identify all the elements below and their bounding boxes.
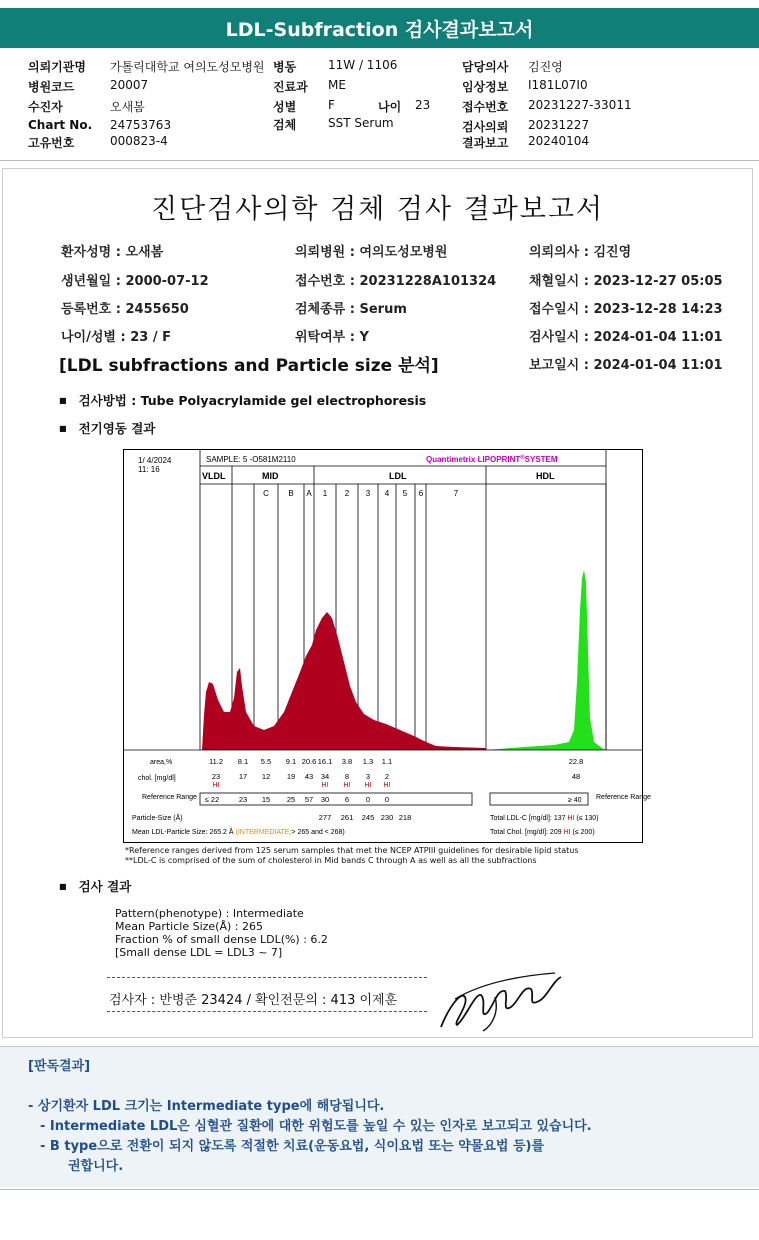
interpretation-line-3: - B type으로 전환이 되지 않도록 적절한 치료(운동요법, 식이요법 또는 약물요법 등)를 [40,1139,545,1154]
note-1: *Reference ranges derived from 125 serum samples that met the NCEP ATPIII guidelines for desirable lipid status [125,846,579,855]
band-label-7: 7 [453,489,459,498]
report-title: 진단검사의학 검체 검사 결과보고서 [151,194,604,225]
hi-flags [213,782,391,789]
chol-value-2: 12 [261,772,271,781]
hi-flag-1: HI [321,782,329,789]
chol-value-5: 34 [320,772,330,781]
particle-values [319,813,412,822]
interpretation-line-4: 권합니다. [68,1159,124,1174]
band-label-B: B [288,489,294,498]
reference-notes [125,846,579,866]
area-value-2: 5.5 [260,757,272,766]
group-vldl: VLDL [202,471,226,481]
area-value-8: 1.1 [381,757,393,766]
chart-time: 11: 16 [138,465,160,474]
sex-label: 성별 [273,100,297,114]
chol-row-label: chol. [mg/dl] [138,775,176,782]
ref-value-5: 30 [320,795,330,804]
request-info [0,50,759,161]
request-doctor: 의뢰의사 : 김진영 [529,245,632,260]
hi-flag-4: HI [383,782,391,789]
institution-label: 의뢰기관명 [28,60,86,74]
mean-particle: Mean LDL-Particle Size: 265.2 Å (INTERMEDIATE;> 265 and < 268) [132,829,345,836]
receipt-number: 접수번호 : 20231228A101324 [295,274,497,289]
receipt-value: 20231227-33011 [528,98,632,112]
particle-value-0: 277 [318,813,332,822]
specimen-value: SST Serum [328,116,394,130]
request-hospital: 의뢰병원 : 여의도성모병원 [295,245,448,260]
report-date-label: 결과보고 [462,136,509,150]
patient-label: 수진자 [28,100,63,114]
receipt-label: 접수번호 [462,100,509,114]
chart-no-value: 24753763 [110,118,172,132]
chol-value-3: 19 [286,772,296,781]
chol-value-9: 48 [571,772,581,781]
area-value-5: 16.1 [317,757,333,766]
area-value-9: 22.8 [568,757,584,766]
report-date-value: 20240104 [528,134,590,148]
ref-value-6: 6 [344,795,350,804]
hi-flag-2: HI [343,782,351,789]
band-label-C: C [263,489,269,498]
interpretation-line-2: - Intermediate LDL은 심혈관 질환에 대한 위험도를 높일 수 있는 인자로 보고되고 있습니다. [40,1119,592,1134]
signer-line: 검사자 : 반병준 23424 / 확인전문의 : 413 이제훈 [109,993,398,1008]
doctor-label: 담당의사 [462,60,509,74]
note-2: **LDL-C is comprised of the sum of cholesterol in Mid bands C through A as well as all the subfractions [125,856,537,865]
doctor-value: 김진영 [528,60,563,74]
birth-date: 생년월일 : 2000-07-12 [61,274,209,289]
test-time: 검사일시 : 2024-01-04 11:01 [529,330,723,345]
band-label-4: 4 [384,489,390,498]
result-fraction: Fraction % of small dense LDL(%) : 6.2 [115,933,328,946]
band-label-5: 5 [402,489,408,498]
interpretation-panel [0,1046,759,1187]
result-definition: [Small dense LDL = LDL3 ~ 7] [115,946,283,959]
hi-flag-3: HI [364,782,372,789]
clinical-value: I181L07I0 [528,78,588,92]
ref-value-3: 25 [286,795,296,804]
chart-system-suffix: SYSTEM [524,455,558,464]
band-label-A: A [306,489,312,498]
clinical-label: 임상정보 [462,80,509,94]
area-value-0: 11.2 [208,757,224,766]
registration-number: 등록번호 : 2455650 [61,302,189,317]
signature-image [435,967,565,1035]
ldl-spectrum-area [202,612,486,750]
particle-value-4: 218 [398,813,412,822]
ref-value-2: 15 [261,795,271,804]
ref-value-1: 23 [238,795,248,804]
interpretation-line-1: - 상기환자 LDL 크기는 Intermediate type에 해당됩니다. [28,1099,385,1114]
institution-value: 가톨릭대학교 여의도성모병원 [110,60,265,74]
hi-flag-0: HI [212,782,220,789]
band-labels [263,489,459,498]
result-mean-size: Mean Particle Size(Å) : 265 [115,920,263,933]
area-value-1: 8.1 [237,757,249,766]
chol-value-4: 43 [304,772,314,781]
area-value-7: 1.3 [362,757,374,766]
particle-value-3: 230 [380,813,394,822]
section-subtitle: [LDL subfractions and Particle size 분석] [59,356,439,376]
request-value: 20231227 [528,118,590,132]
ref-row-label: Reference Range [142,794,197,801]
result-block [115,907,328,959]
hospital-code-label: 병원코드 [28,80,75,94]
method-line: ■ 검사방법 : Tube Polyacrylamide gel electrophoresis [59,391,426,409]
group-mid: MID [262,471,279,481]
dept-label: 진료과 [273,80,308,94]
ward-label: 병동 [273,60,297,74]
chart-sample: SAMPLE: 5 -O581M2110 [206,455,296,464]
ref-hdl: ≥ 40 [568,797,582,804]
age-sex: 나이/성별 : 23 / F [61,330,172,345]
age-value: 23 [415,98,431,112]
specimen-label: 검체 [273,118,297,132]
band-label-6: 6 [418,489,424,498]
patient-name: 환자성명 : 오새봄 [61,245,164,260]
chart-system-name: Quantimetrix LIPOPRINT [426,455,521,464]
area-value-4: 20.6 [301,757,317,766]
unique-value: 000823-4 [110,134,168,148]
bottom-rule [0,1189,759,1190]
lipoprint-svg [124,450,651,842]
header-title: LDL-Subfraction 검사결과보고서 [225,18,534,41]
ward-value: 11W / 1106 [328,58,398,72]
report-header [0,8,759,48]
unique-label: 고유번호 [28,136,75,150]
sex-value: F [328,98,335,112]
collect-time: 채혈일시 : 2023-12-27 05:05 [529,274,723,289]
chol-values [212,772,580,781]
age-label: 나이 [378,100,402,114]
ref-value-0: ≤ 22 [204,795,220,804]
hdl-peak-area [486,570,606,750]
area-value-6: 3.8 [341,757,353,766]
ref-value-7: 0 [365,795,371,804]
area-values [209,757,583,766]
patient-value: 오새봄 [110,100,145,114]
chol-value-0: 23 [211,772,221,781]
ref-value-4: 57 [304,795,314,804]
chart-date: 1/ 4/2024 [138,456,172,465]
divider-top [107,977,427,978]
group-hdl: HDL [536,471,555,481]
band-lines [200,466,606,750]
chol-value-7: 3 [365,772,371,781]
lipoprint-chart [123,449,651,843]
lab-report-document [2,168,753,1038]
chart-system: Quantimetrix LIPOPRINT®SYSTEM [426,455,558,464]
dept-value: ME [328,78,346,92]
ref-value-8: 0 [384,795,390,804]
interpretation-heading: [판독결과] [28,1059,91,1074]
hospital-code-value: 20007 [110,78,149,92]
total-ldl: Total LDL-C [mg/dl]: 137 HI (≤ 130) [490,815,599,822]
electrophoresis-heading: ■ 전기영동 결과 [59,419,155,437]
area-value-3: 9.1 [285,757,297,766]
outsourced: 위탁여부 : Y [295,330,369,345]
ref-right-label: Reference Range [596,794,651,801]
particle-value-2: 245 [361,813,375,822]
result-pattern: Pattern(phenotype) : Intermediate [115,907,304,920]
band-label-1: 1 [322,489,328,498]
chart-no-label: Chart No. [28,118,93,132]
receipt-time: 접수일시 : 2023-12-28 14:23 [529,302,723,317]
divider-bottom [107,1011,427,1012]
ref-values [205,795,389,804]
chol-value-6: 8 [344,772,350,781]
particle-label: Particle-Size (Å) [132,815,183,822]
chol-value-8: 2 [384,772,390,781]
result-heading: ■ 검사 결과 [59,877,131,895]
group-ldl: LDL [389,471,407,481]
report-time: 보고일시 : 2024-01-04 11:01 [529,358,723,373]
area-row-label: area,% [150,759,173,766]
band-label-3: 3 [365,489,371,498]
total-chol: Total Chol. [mg/dl]: 209 HI (≤ 200) [490,829,595,836]
specimen-type: 검체종류 : Serum [295,302,407,317]
band-label-2: 2 [344,489,350,498]
particle-value-1: 261 [340,813,354,822]
request-label: 검사의뢰 [462,120,509,134]
chol-value-1: 17 [238,772,248,781]
